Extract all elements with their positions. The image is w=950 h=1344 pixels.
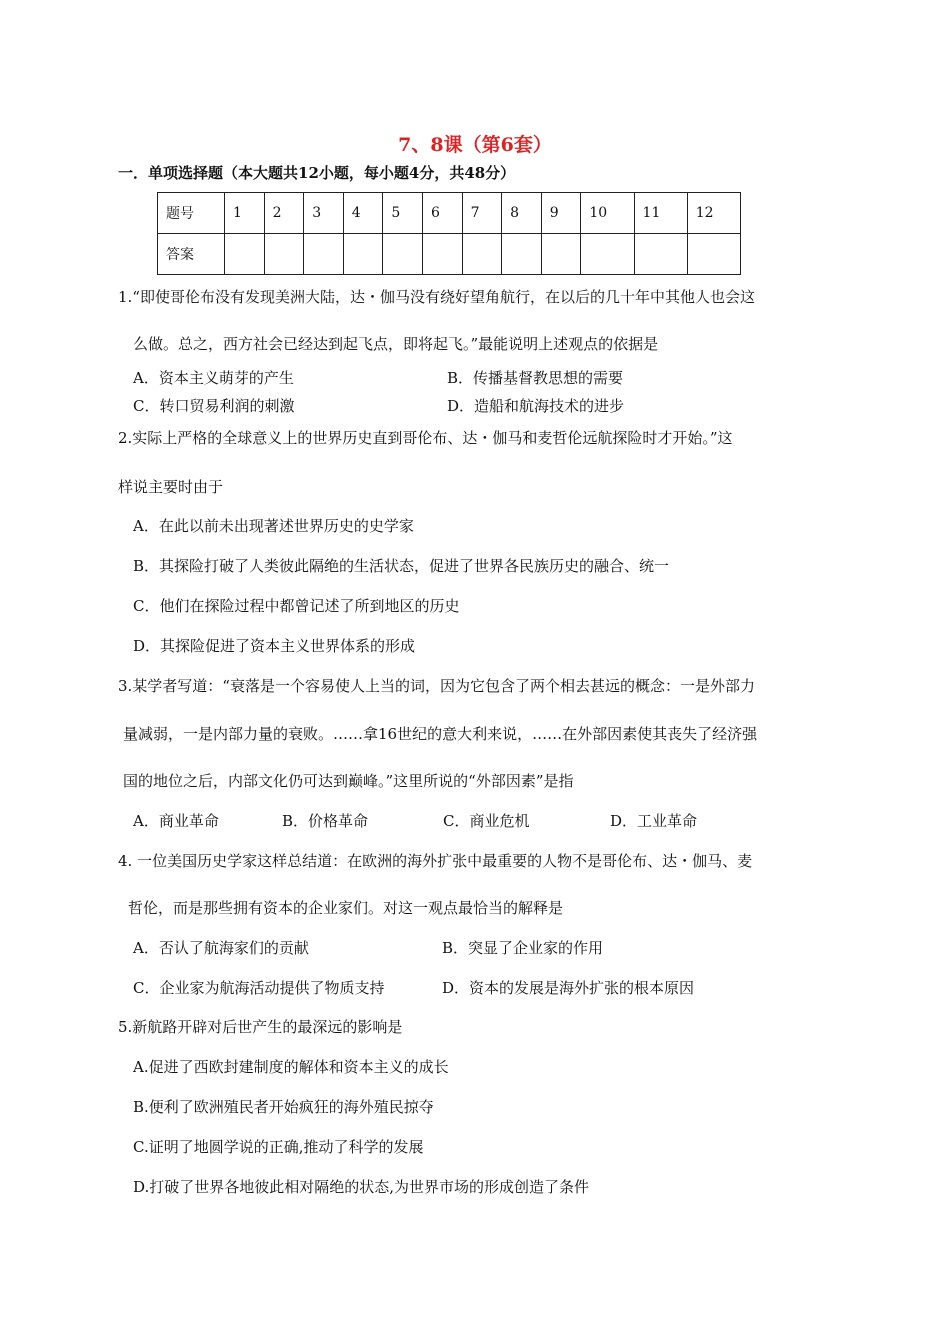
question-3-line-2: 量减弱，一是内部力量的衰败。……拿16世纪的意大利来说，……在外部因素使其丧失了经济强 [123,725,758,743]
answer-table-number: 9 [541,193,581,234]
answer-cell[interactable] [541,234,581,275]
question-5-option-c[interactable]: C.证明了地圆学说的正确,推动了科学的发展 [133,1138,424,1156]
answer-table-number: 7 [462,193,502,234]
answer-cell[interactable] [462,234,502,275]
answer-table [157,192,741,275]
answer-table-number: 5 [383,193,423,234]
question-5-option-a[interactable]: A.促进了西欧封建制度的解体和资本主义的成长 [133,1058,449,1076]
answer-cell[interactable] [687,234,740,275]
answer-table-answer-row [158,234,741,275]
answer-cell[interactable] [304,234,344,275]
question-3-option-b[interactable]: B．价格革命 [282,812,369,830]
answer-cell[interactable] [581,234,634,275]
answer-table-number: 4 [343,193,383,234]
answer-cell[interactable] [264,234,304,275]
question-3-option-a[interactable]: A．商业革命 [133,812,219,830]
question-3-line-3: 国的地位之后，内部文化仍可达到巅峰。”这里所说的“外部因素”是指 [123,772,574,790]
question-1-line-2: 么做。总之，西方社会已经达到起飞点，即将起飞。”最能说明上述观点的依据是 [133,335,659,353]
question-1-option-a[interactable]: A．资本主义萌芽的产生 [133,369,294,387]
answer-table-number: 8 [502,193,542,234]
answer-table-number: 2 [264,193,304,234]
question-4-option-b[interactable]: B．突显了企业家的作用 [442,939,604,957]
question-5-option-d[interactable]: D.打破了世界各地彼此相对隔绝的状态,为世界市场的形成创造了条件 [133,1178,590,1196]
answer-table-number: 11 [634,193,687,234]
question-2-option-a[interactable]: A．在此以前未出现著述世界历史的史学家 [133,517,414,535]
answer-cell[interactable] [422,234,462,275]
answer-table-number: 3 [304,193,344,234]
question-1-option-d[interactable]: D．造船和航海技术的进步 [447,397,625,415]
answer-cell[interactable] [502,234,542,275]
question-4-option-d[interactable]: D．资本的发展是海外扩张的根本原因 [442,979,695,997]
question-2-line-2: 样说主要时由于 [118,478,224,496]
answer-table-number: 10 [581,193,634,234]
answer-table-number-label: 题号 [158,193,225,234]
question-3-line-1: 3.某学者写道：“衰落是一个容易使人上当的词，因为它包含了两个相去甚远的概念：一是外部力 [118,677,755,695]
question-2-option-c[interactable]: C．他们在探险过程中都曾记述了所到地区的历史 [133,597,460,615]
answer-cell[interactable] [343,234,383,275]
answer-cell[interactable] [634,234,687,275]
answer-cell[interactable] [225,234,265,275]
question-4-option-a[interactable]: A．否认了航海家们的贡献 [133,939,309,957]
answer-table-number: 1 [225,193,265,234]
question-1-line-1: 1.“即使哥伦布没有发现美洲大陆，达・伽马没有绕好望角航行，在以后的几十年中其他人也会这 [118,288,755,306]
answer-table-answer-label: 答案 [158,234,225,275]
answer-table-number-row [158,193,741,234]
question-5-option-b[interactable]: B.便利了欧洲殖民者开始疯狂的海外殖民掠夺 [133,1098,434,1116]
question-5-line-1: 5.新航路开辟对后世产生的最深远的影响是 [118,1018,403,1036]
question-4-line-1: 4. 一位美国历史学家这样总结道：在欧洲的海外扩张中最重要的人物不是哥伦布、达・伽马、麦 [118,852,753,870]
question-1-option-c[interactable]: C．转口贸易利润的刺激 [133,397,295,415]
question-4-option-c[interactable]: C．企业家为航海活动提供了物质支持 [133,979,385,997]
question-4-line-2: 哲伦，而是那些拥有资本的企业家们。对这一观点最恰当的解释是 [128,899,564,917]
question-3-option-d[interactable]: D．工业革命 [610,812,698,830]
answer-cell[interactable] [383,234,423,275]
question-1-option-b[interactable]: B．传播基督教思想的需要 [447,369,624,387]
question-2-option-d[interactable]: D．其探险促进了资本主义世界体系的形成 [133,637,416,655]
section-heading: 一．单项选择题（本大题共12小题，每小题4分，共48分） [118,164,516,182]
question-3-option-c[interactable]: C．商业危机 [443,812,530,830]
question-2-line-1: 2.实际上严格的全球意义上的世界历史直到哥伦布、达・伽马和麦哲伦远航探险时才开始。”这 [118,429,733,447]
page-title: 7、8课（第6套） [398,134,552,156]
answer-table-number: 12 [687,193,740,234]
answer-table-number: 6 [422,193,462,234]
question-2-option-b[interactable]: B．其探险打破了人类彼此隔绝的生活状态，促进了世界各民族历史的融合、统一 [133,557,670,575]
